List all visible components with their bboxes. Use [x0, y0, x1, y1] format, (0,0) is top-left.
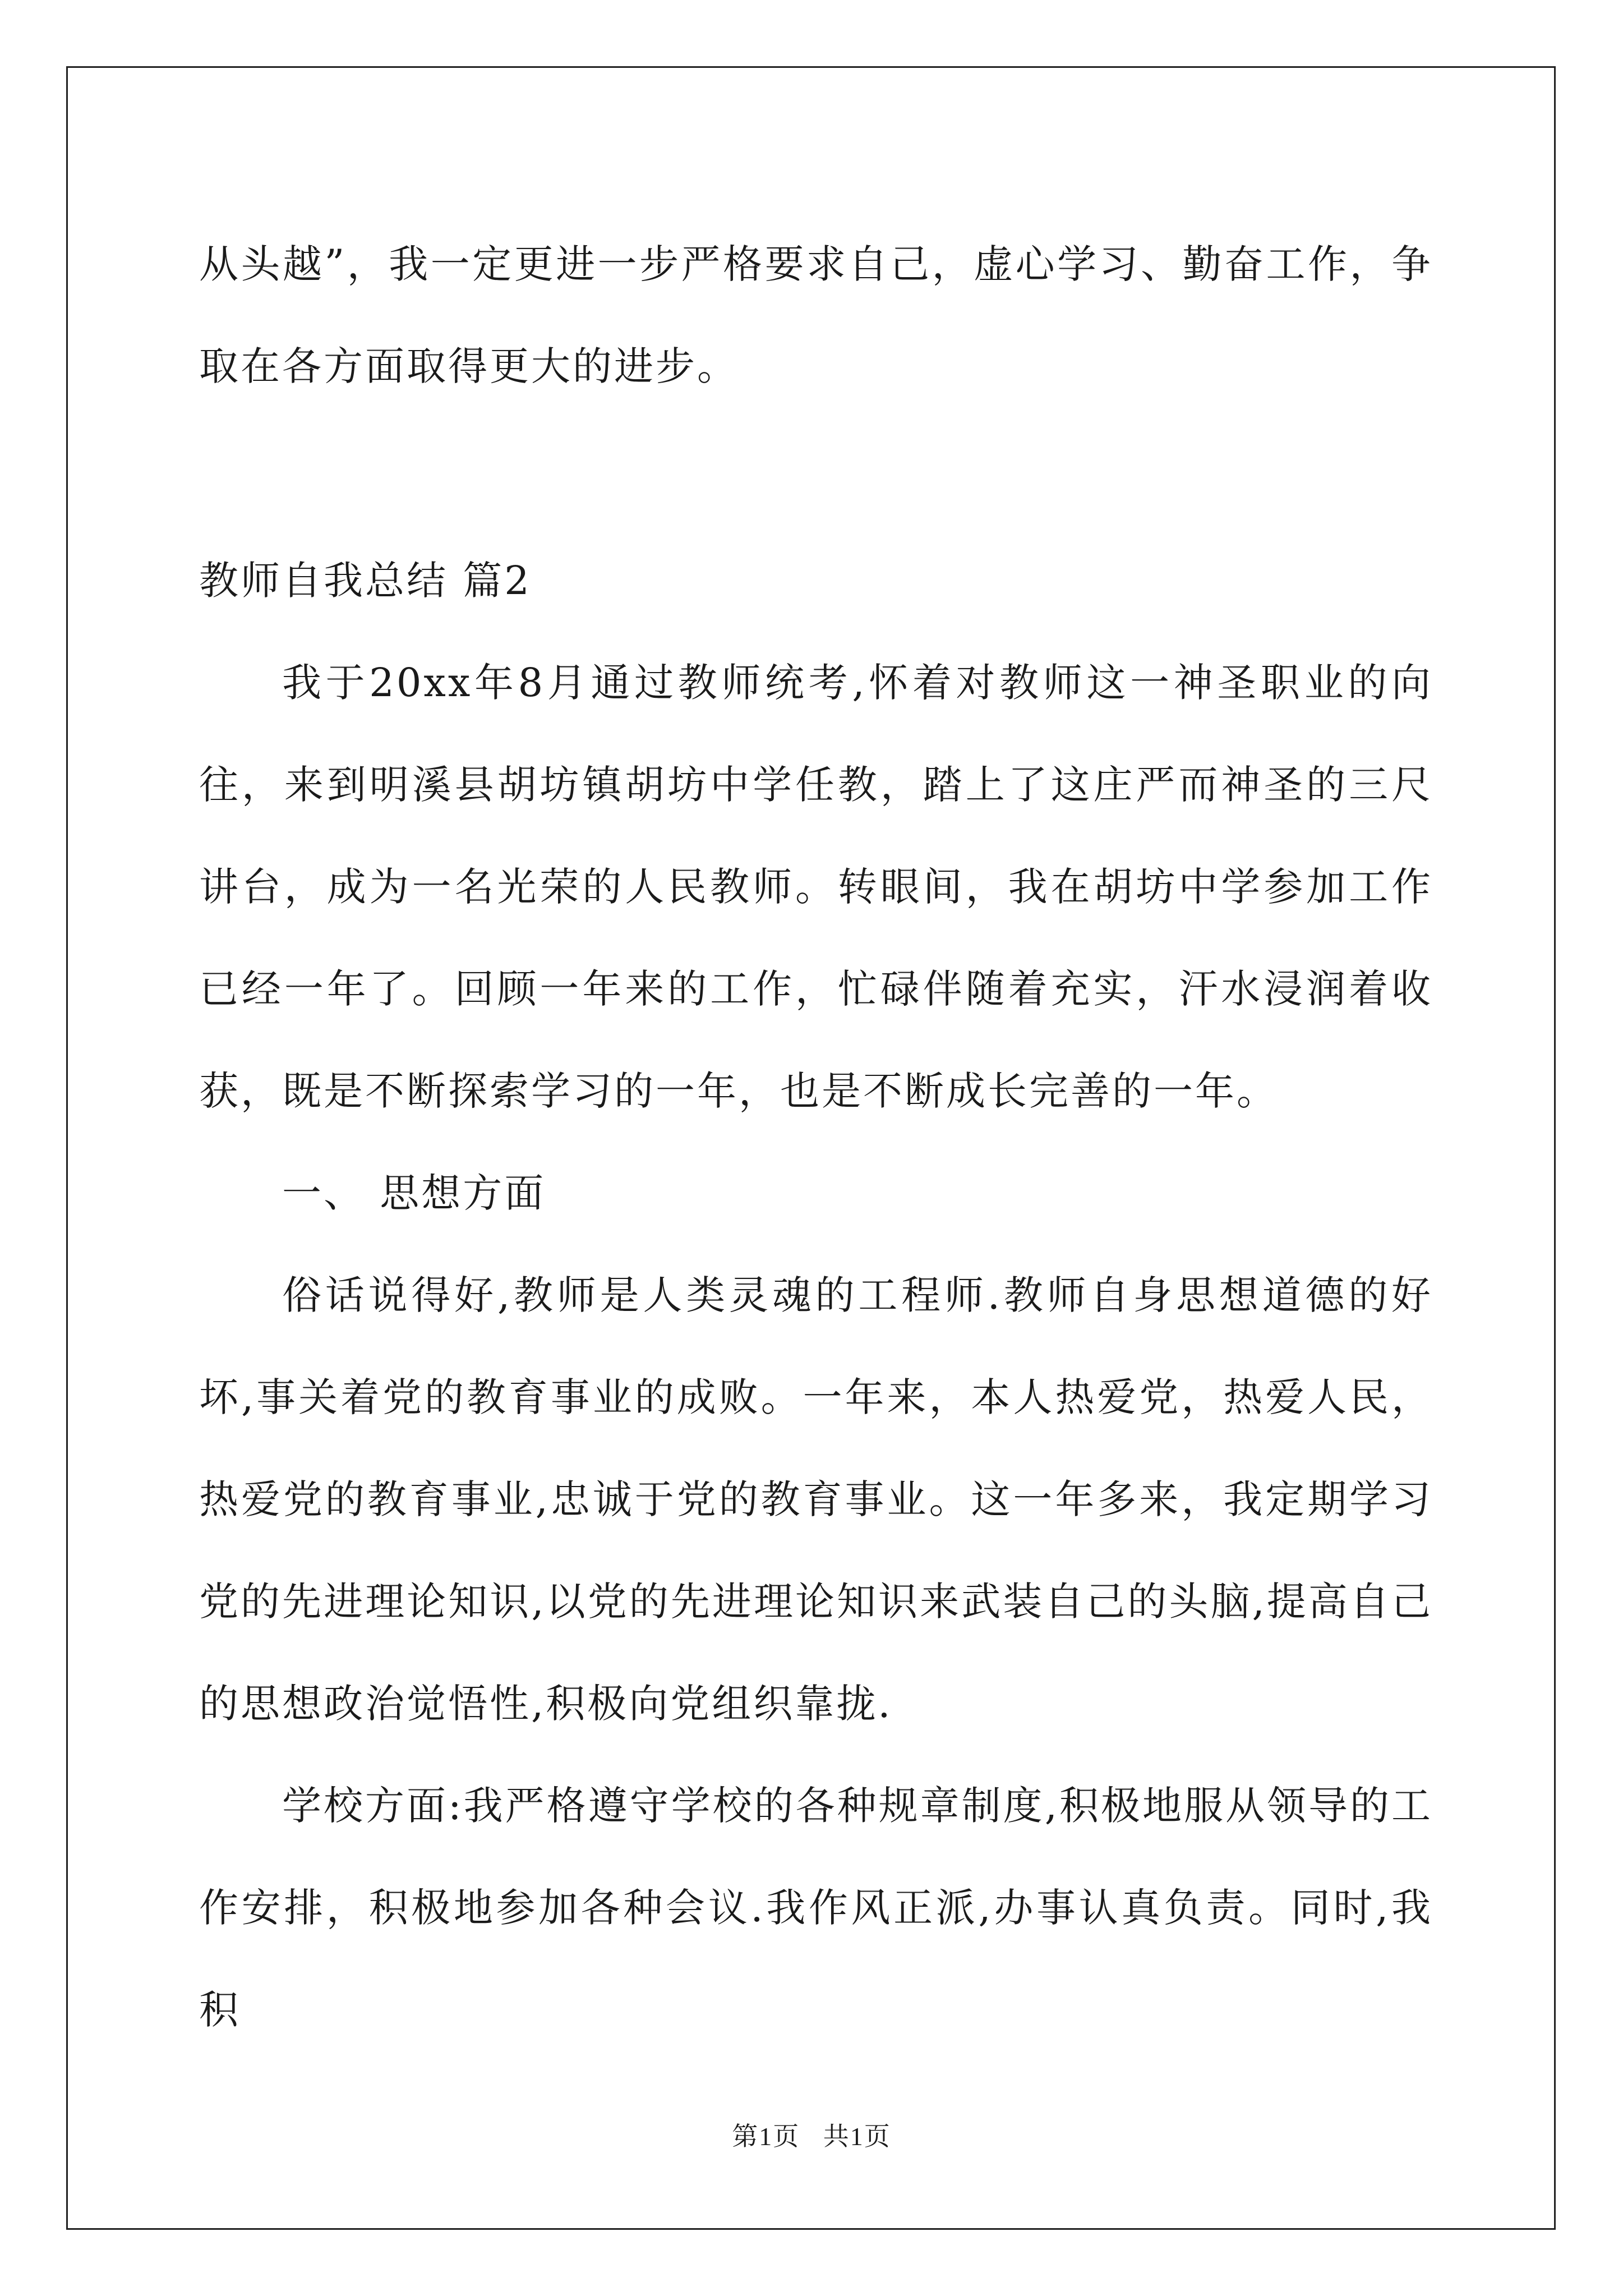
- page-total: 共1页: [823, 2122, 891, 2151]
- section-heading: 教师自我总结 篇2: [199, 558, 532, 604]
- paragraph-school: 学校方面:我严格遵守学校的各种规章制度,积极地服从领导的工作安排，积极地参加各种会议.我作风正派,办事认真负责。同时,我积: [199, 1783, 1433, 2033]
- paragraph-intro: 我于20xx年8月通过教师统考,怀着对教师这一神圣职业的向往，来到明溪县胡坊镇胡坊中学任教，踏上了这庄严而神圣的三尺讲台，成为一名光荣的人民教师。转眼间，我在胡坊中学参加工作已经一年了。回顾一年来的工作，忙碌伴随着充实，汗水浸润着收获，既是不断探索学习的一年，也是不断成长完善的一年。: [199, 660, 1433, 1114]
- section-gap: [199, 417, 1433, 530]
- subheading-thought: 一、 思想方面: [282, 1170, 546, 1216]
- paragraph-thought: 俗话说得好,教师是人类灵魂的工程师.教师自身思想道德的好坏,事关着党的教育事业的成败。一年来，本人热爱党，热爱人民，热爱党的教育事业,忠诚于党的教育事业。这一年多来，我定期学习党的先进理论知识,以党的先进理论知识来武装自己的头脑,提高自己的思想政治觉悟性,积极向党组织靠拢.: [199, 1272, 1433, 1727]
- page-number: 第1页: [732, 2122, 800, 2151]
- intro-paragraph: 从头越”，我一定更进一步严格要求自己，虚心学习、勤奋工作，争取在各方面取得更大的进步。: [199, 241, 1433, 389]
- page-footer: [0, 2116, 1623, 2153]
- document-body: [199, 213, 1433, 2061]
